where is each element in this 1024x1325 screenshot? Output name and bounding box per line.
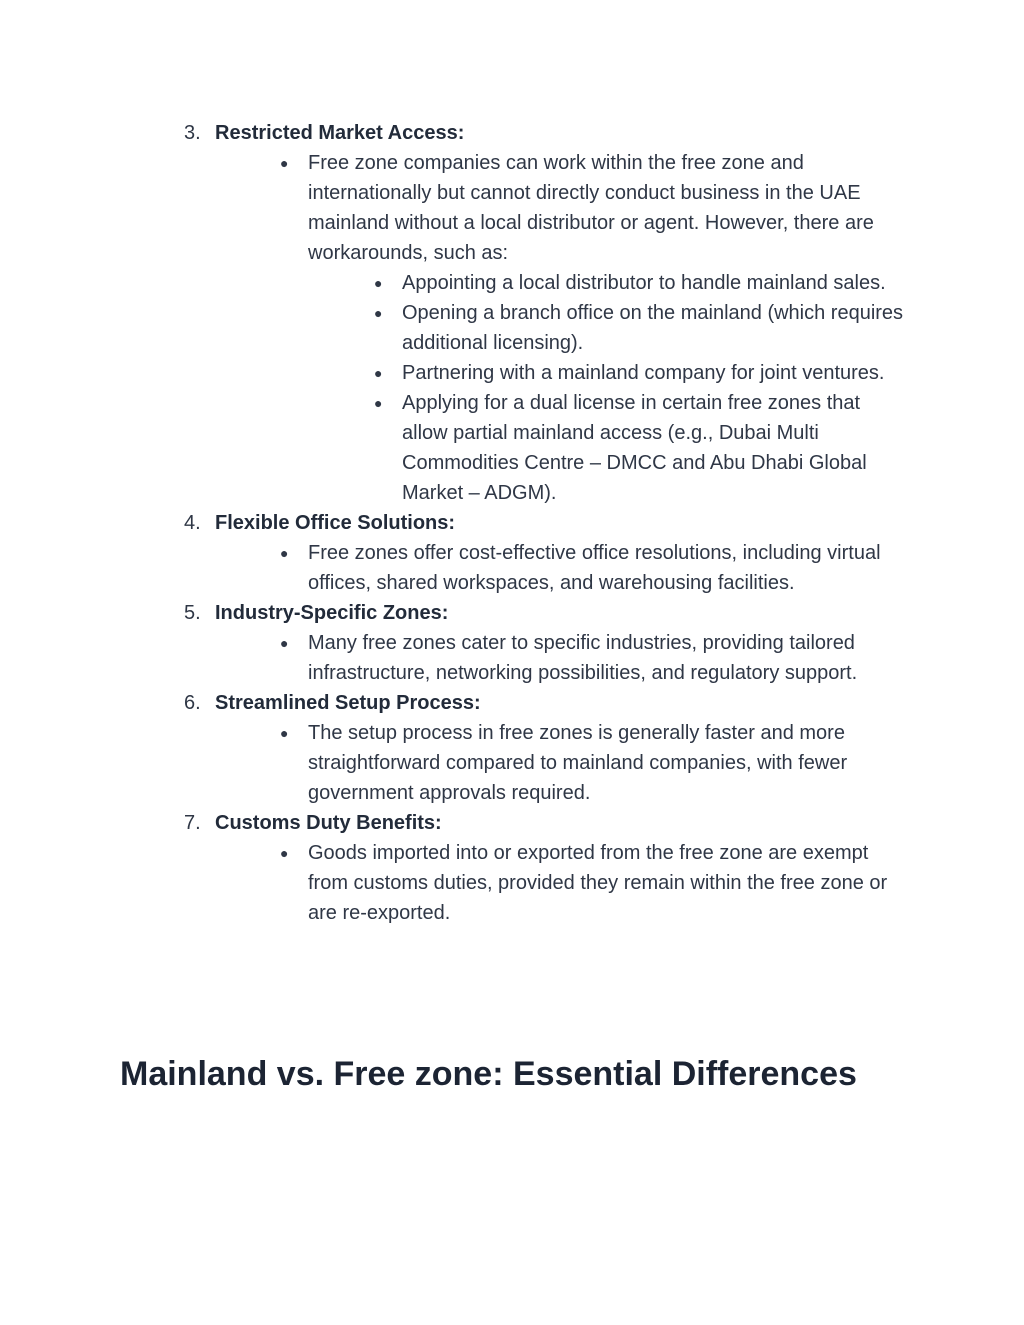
item-title: Restricted Market Access: — [215, 122, 465, 144]
bullet-text: Free zone companies can work within the free zone and internationally but cannot directly conduct business in the UAE mainland without a local distributor or agent. However, there are workarounds, such as: — [308, 152, 874, 264]
bullet-text: The setup process in free zones is generally faster and more straightforward compared to mainland companies, with fewer government approvals required. — [308, 722, 848, 804]
bullet-icon: ● — [374, 365, 383, 381]
bullet-icon: ● — [374, 275, 383, 291]
bullet-item — [280, 838, 904, 928]
sub-bullet-item — [374, 268, 904, 298]
item-number: 4. — [184, 512, 201, 534]
bullet-item — [280, 538, 904, 598]
item-title: Industry-Specific Zones: — [215, 602, 449, 624]
sub-bullet-text: Partnering with a mainland company for joint ventures. — [402, 362, 885, 384]
sub-bullet-item — [374, 388, 904, 508]
bullet-list — [0, 538, 904, 598]
item-title: Flexible Office Solutions: — [215, 512, 456, 534]
item-number: 5. — [184, 602, 201, 624]
sub-bullet-item — [374, 298, 904, 358]
sub-bullet-list — [308, 268, 904, 508]
bullet-icon: ● — [374, 305, 383, 321]
bullet-icon: ● — [280, 155, 289, 171]
sub-bullet-item — [374, 358, 904, 388]
sub-bullet-text: Opening a branch office on the mainland (which requires additional licensing). — [402, 302, 904, 354]
item-number: 3. — [184, 122, 201, 144]
bullet-item — [280, 628, 904, 688]
bullet-text: Many free zones cater to specific industries, providing tailored infrastructure, networking possibilities, and regulatory support. — [308, 632, 858, 684]
bullet-list — [0, 628, 904, 688]
bullet-text: Free zones offer cost-effective office resolutions, including virtual offices, shared workspaces, and warehousing facilities. — [308, 542, 881, 594]
bullet-icon: ● — [280, 845, 289, 861]
bullet-list — [0, 718, 904, 808]
list-item-customs-duty-benefits — [0, 808, 1024, 928]
item-number: 6. — [184, 692, 201, 714]
item-title: Customs Duty Benefits: — [215, 812, 442, 834]
sub-bullet-text: Applying for a dual license in certain free zones that allow partial mainland access (e.g., Dubai Multi Commodities Centre – DMCC and Abu Dhabi Global Market – ADGM). — [402, 392, 867, 504]
list-item-restricted-market-access — [0, 118, 1024, 508]
bullet-icon: ● — [280, 545, 289, 561]
bullet-icon: ● — [280, 725, 289, 741]
item-title: Streamlined Setup Process: — [215, 692, 481, 714]
bullet-item — [280, 718, 904, 808]
bullet-item — [280, 148, 904, 508]
bullet-list — [0, 838, 904, 928]
bullet-text: Goods imported into or exported from the free zone are exempt from customs duties, provided they remain within the free zone or are re-exported. — [308, 842, 888, 924]
list-item-streamlined-setup-process — [0, 688, 1024, 808]
list-item-flexible-office-solutions — [0, 508, 1024, 598]
bullet-icon: ● — [374, 395, 383, 411]
sub-bullet-text: Appointing a local distributor to handle mainland sales. — [402, 272, 886, 294]
item-number: 7. — [184, 812, 201, 834]
section-heading: Mainland vs. Free zone: Essential Differences — [120, 1055, 857, 1093]
bullet-icon: ● — [280, 635, 289, 651]
list-item-industry-specific-zones — [0, 598, 1024, 688]
bullet-list — [0, 148, 904, 508]
document-body — [0, 118, 1024, 928]
